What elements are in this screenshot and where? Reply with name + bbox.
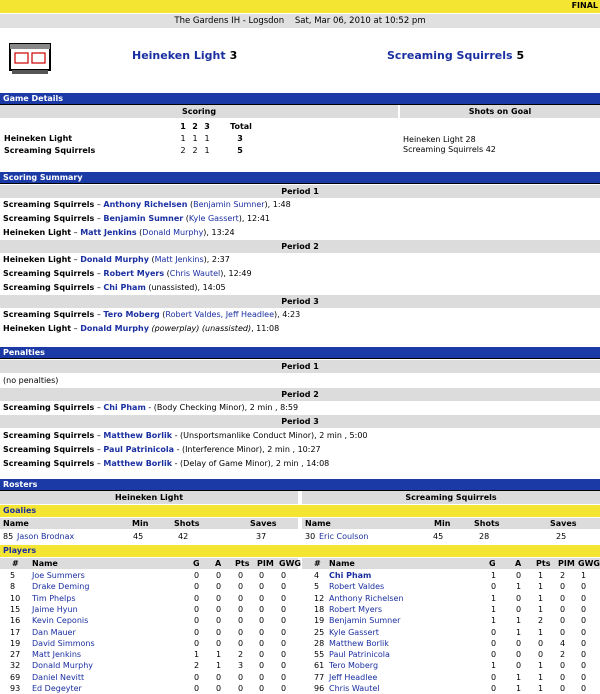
- player-stat-g: 0: [194, 571, 200, 580]
- player-row: [302, 627, 600, 638]
- player-stat-pim: 0: [259, 638, 265, 648]
- venue-name: The Gardens IH - Logsdon: [174, 16, 285, 26]
- player-stat-pim: 2: [560, 650, 566, 660]
- sog-home: Heineken Light 28: [403, 135, 476, 144]
- player-stat-num: 96: [314, 684, 325, 693]
- player-stat-g: 1: [491, 571, 497, 580]
- player-name-link[interactable]: Matthew Borlik: [329, 638, 389, 648]
- player-stat-a: 1: [516, 672, 522, 682]
- scoring-table: [0, 121, 398, 157]
- player-stat-g: 1: [194, 650, 200, 660]
- assist-link[interactable]: Donald Murphy: [142, 228, 204, 237]
- game-status: FINAL: [571, 1, 598, 10]
- rosters-heading: Rosters: [0, 479, 600, 491]
- sog-label: Shots on Goal: [400, 105, 600, 118]
- player-stat-a: 0: [516, 571, 522, 580]
- player-stat-a: 0: [216, 604, 222, 614]
- player-stat-pim: 0: [560, 616, 566, 626]
- penalty-period-2: Period 2: [0, 388, 600, 401]
- player-row: [0, 570, 298, 581]
- goal-scorer-link[interactable]: Benjamin Sumner: [103, 214, 184, 223]
- player-stat-pts: 0: [238, 616, 244, 626]
- player-stat-pts: 2: [238, 650, 244, 660]
- game-datetime: Sat, Mar 06, 2010 at 10:52 pm: [294, 16, 426, 26]
- penalty-player-link[interactable]: Matthew Borlik: [103, 431, 173, 440]
- away-score: 5: [516, 49, 525, 62]
- goal-scorer-link[interactable]: Tero Moberg: [103, 310, 160, 319]
- player-stat-num: 61: [314, 661, 325, 671]
- player-stat-pim: 4: [560, 638, 566, 648]
- player-stat-a: 0: [216, 672, 222, 682]
- player-stat-num: 27: [10, 650, 21, 660]
- player-stat-pts: 3: [238, 661, 244, 671]
- scoring-period-2: Period 2: [0, 240, 600, 253]
- player-name-link[interactable]: Paul Patrinicola: [329, 650, 390, 660]
- player-stat-gwg: 0: [281, 604, 287, 614]
- player-stat-num: 77: [314, 672, 325, 682]
- player-stat-a: 0: [516, 638, 522, 648]
- player-stat-gwg: 0: [581, 604, 587, 614]
- scoring-label: Scoring: [0, 105, 398, 118]
- player-stat-num: 5: [10, 571, 16, 580]
- player-row: [302, 660, 600, 671]
- scoring-period-1: Period 1: [0, 185, 600, 198]
- player-stat-num: 16: [10, 616, 21, 626]
- player-stat-pts: 0: [538, 638, 544, 648]
- goal-row: Heineken Light – Donald Murphy (Matt Jenkins), 2:37: [3, 255, 230, 264]
- player-stat-g: 2: [194, 661, 200, 671]
- goalie-row-away: 30 Eric Coulson 45 28 25: [305, 532, 567, 541]
- player-stat-gwg: 0: [281, 638, 287, 648]
- player-stat-num: 12: [314, 593, 325, 603]
- player-stat-pim: 0: [560, 627, 566, 637]
- penalty-period-1: Period 1: [0, 360, 600, 373]
- player-stat-g: 0: [194, 638, 200, 648]
- player-stat-pim: 0: [259, 661, 265, 671]
- player-stat-gwg: 0: [281, 650, 287, 660]
- player-stat-num: 17: [10, 627, 21, 637]
- player-row: [302, 570, 600, 581]
- goal-scorer-link[interactable]: Donald Murphy: [80, 324, 149, 333]
- player-stat-a: 0: [216, 582, 222, 592]
- goal-scorer-link[interactable]: Robert Myers: [103, 269, 165, 278]
- penalty-row: Screaming Squirrels – Chi Pham - (Body Checking Minor), 2 min , 8:59: [3, 403, 299, 412]
- player-name-link[interactable]: Ed Degeyter: [32, 684, 82, 693]
- assist-link[interactable]: Benjamin Sumner: [193, 200, 265, 209]
- player-stat-gwg: 0: [281, 627, 287, 637]
- goal-scorer-link[interactable]: Anthony Richelsen: [103, 200, 188, 209]
- penalty-row: Screaming Squirrels – Matthew Borlik - (Unsportsmanlike Conduct Minor), 2 min , 5:00: [3, 431, 368, 440]
- away-team: [387, 49, 524, 62]
- player-name-link[interactable]: Drake Deming: [32, 582, 90, 592]
- assist-link[interactable]: Matt Jenkins: [154, 255, 204, 264]
- player-stat-pts: 0: [238, 627, 244, 637]
- player-stat-a: 1: [516, 627, 522, 637]
- player-name-link[interactable]: Benjamin Sumner: [329, 616, 401, 626]
- player-stat-g: 0: [194, 672, 200, 682]
- player-stat-g: 1: [491, 661, 497, 671]
- home-team-link[interactable]: Heineken Light: [132, 49, 226, 62]
- player-stat-a: 1: [216, 661, 222, 671]
- scoring-summary-heading: Scoring Summary: [0, 172, 600, 184]
- player-stat-pts: 0: [238, 638, 244, 648]
- player-stat-g: 0: [194, 684, 200, 693]
- player-stat-pim: 0: [560, 593, 566, 603]
- player-stat-gwg: 0: [581, 638, 587, 648]
- home-team: [132, 49, 237, 62]
- players-heading: Players: [0, 545, 600, 557]
- player-stat-pts: 0: [538, 650, 544, 660]
- scoring-period-3: Period 3: [0, 295, 600, 308]
- player-stat-a: 1: [216, 650, 222, 660]
- player-stat-g: 0: [491, 627, 497, 637]
- player-name-link[interactable]: Kevin Ceponis: [32, 616, 89, 626]
- status-bar: [0, 0, 600, 13]
- player-stat-num: 28: [314, 638, 325, 648]
- player-name-link[interactable]: Tim Phelps: [32, 593, 76, 603]
- goalie-row-home: 85 Jason Brodnax 45 42 37: [3, 532, 267, 541]
- player-stat-gwg: 0: [581, 650, 587, 660]
- player-row: [302, 672, 600, 683]
- penalty-player-link[interactable]: Paul Patrinicola: [103, 445, 175, 454]
- player-stat-g: 0: [194, 593, 200, 603]
- player-stat-pim: 0: [259, 571, 265, 580]
- player-row: [0, 615, 298, 626]
- player-stat-num: 5: [314, 582, 320, 592]
- goal-row: Screaming Squirrels – Anthony Richelsen (Benjamin Sumner), 1:48: [3, 200, 291, 209]
- matchup-header: [0, 30, 600, 85]
- goal-row: Heineken Light – Matt Jenkins (Donald Murphy), 13:24: [3, 228, 235, 237]
- player-stat-pim: 0: [259, 684, 265, 693]
- player-stat-g: 0: [491, 582, 497, 592]
- penalty-player-link[interactable]: Matthew Borlik: [103, 459, 173, 468]
- player-stat-num: 18: [314, 604, 325, 614]
- player-name-link[interactable]: Robert Valdes: [329, 582, 385, 592]
- player-stat-pts: 0: [238, 604, 244, 614]
- player-stat-gwg: 0: [581, 593, 587, 603]
- assist-link[interactable]: Kyle Gassert: [188, 214, 239, 223]
- player-stat-pim: 2: [560, 571, 566, 580]
- goal-scorer-link[interactable]: Chi Pham: [103, 283, 146, 292]
- player-stat-g: 0: [194, 604, 200, 614]
- player-stat-pts: 0: [238, 582, 244, 592]
- scoreboard-icon: [8, 42, 52, 76]
- player-stat-a: 1: [516, 616, 522, 626]
- player-stat-gwg: 0: [581, 616, 587, 626]
- goalie-link[interactable]: Eric Coulson: [319, 532, 369, 541]
- player-stat-a: 0: [216, 593, 222, 603]
- player-stat-a: 0: [216, 638, 222, 648]
- player-stat-gwg: 0: [281, 571, 287, 580]
- player-stat-pts: 1: [538, 604, 544, 614]
- player-name-link[interactable]: Kyle Gassert: [329, 627, 379, 637]
- player-stat-a: 0: [516, 650, 522, 660]
- player-stat-num: 19: [314, 616, 325, 626]
- penalty-period-3: Period 3: [0, 415, 600, 428]
- player-stat-gwg: 0: [581, 627, 587, 637]
- player-stat-g: 1: [491, 616, 497, 626]
- player-row: [0, 638, 298, 649]
- sog-away: Screaming Squirrels 42: [403, 145, 496, 154]
- scoring-row-away: Screaming Squirrels 2 2 1 5: [4, 146, 243, 155]
- player-stat-a: 0: [516, 604, 522, 614]
- player-row: [0, 683, 298, 694]
- penalties-heading: Penalties: [0, 347, 600, 359]
- goal-row: Screaming Squirrels – Tero Moberg (Robert Valdes, Jeff Headlee), 4:23: [3, 310, 301, 319]
- player-stat-num: 25: [314, 627, 325, 637]
- player-stat-pts: 1: [538, 672, 544, 682]
- player-stat-g: 0: [491, 672, 497, 682]
- player-stat-num: 69: [10, 672, 21, 682]
- goalie-link[interactable]: Jason Brodnax: [17, 532, 75, 541]
- player-row: [302, 581, 600, 592]
- player-stat-gwg: 0: [281, 616, 287, 626]
- player-stat-a: 0: [516, 661, 522, 671]
- scoring-row-home: Heineken Light 1 1 1 3: [4, 134, 243, 143]
- player-stat-g: 0: [194, 582, 200, 592]
- player-stat-g: 0: [491, 638, 497, 648]
- player-stat-a: 0: [216, 627, 222, 637]
- player-name-link[interactable]: Chi Pham: [329, 571, 372, 580]
- penalty-row: Screaming Squirrels – Matthew Borlik - (Delay of Game Minor), 2 min , 14:08: [3, 459, 330, 468]
- scoring-table-header: 1 2 3 Total: [180, 122, 252, 131]
- player-name-link[interactable]: Anthony Richelsen: [329, 593, 404, 603]
- player-stat-a: 1: [516, 582, 522, 592]
- penalty-row: Screaming Squirrels – Paul Patrinicola - (Interference Minor), 2 min , 10:27: [3, 445, 321, 454]
- player-stat-gwg: 0: [281, 672, 287, 682]
- player-header-home: # Name G A Pts PIM GWG: [0, 558, 298, 569]
- player-stat-a: 0: [216, 616, 222, 626]
- no-penalties-text: (no penalties): [3, 376, 59, 385]
- player-stat-g: 1: [491, 604, 497, 614]
- player-stat-pts: 2: [538, 616, 544, 626]
- venue-bar: [0, 14, 600, 28]
- player-stat-pim: 0: [560, 684, 566, 693]
- player-stat-gwg: 0: [281, 582, 287, 592]
- player-row: [0, 604, 298, 615]
- player-stat-a: 0: [216, 571, 222, 580]
- player-row: [0, 660, 298, 671]
- player-stat-pts: 1: [538, 571, 544, 580]
- player-name-link[interactable]: Joe Summers: [32, 571, 85, 580]
- player-row: [302, 683, 600, 694]
- player-stat-g: 0: [491, 684, 497, 693]
- player-stat-num: 4: [314, 571, 320, 580]
- goal-row: Screaming Squirrels – Chi Pham (unassisted), 14:05: [3, 283, 226, 292]
- player-stat-gwg: 0: [581, 684, 587, 693]
- player-stat-num: 8: [10, 582, 16, 592]
- player-stat-pts: 0: [238, 672, 244, 682]
- player-stat-pim: 0: [560, 661, 566, 671]
- away-team-link[interactable]: Screaming Squirrels: [387, 49, 513, 62]
- player-stat-gwg: 0: [581, 672, 587, 682]
- player-stat-pts: 1: [538, 582, 544, 592]
- player-row: [302, 615, 600, 626]
- game-details-heading: Game Details: [0, 93, 600, 105]
- roster-home-team: Heineken Light: [0, 491, 298, 504]
- player-stat-num: 55: [314, 650, 325, 660]
- player-row: [302, 604, 600, 615]
- player-stat-pim: 0: [259, 672, 265, 682]
- player-stat-pim: 0: [560, 604, 566, 614]
- player-stat-gwg: 1: [581, 571, 587, 580]
- player-stat-pim: 0: [259, 650, 265, 660]
- player-stat-pim: 0: [259, 582, 265, 592]
- player-stat-g: 0: [491, 650, 497, 660]
- player-stat-g: 0: [194, 616, 200, 626]
- player-row: [302, 593, 600, 604]
- player-stat-a: 1: [516, 684, 522, 693]
- player-name-link[interactable]: Daniel Nevitt: [32, 672, 85, 682]
- goal-row: Screaming Squirrels – Benjamin Sumner (Kyle Gassert), 12:41: [3, 214, 270, 223]
- player-name-link[interactable]: Tero Moberg: [329, 661, 379, 671]
- home-score: 3: [229, 49, 238, 62]
- roster-away-team: Screaming Squirrels: [302, 491, 600, 504]
- shots-panel: [400, 105, 600, 165]
- goal-scorer-link[interactable]: Donald Murphy: [80, 255, 149, 264]
- player-row: [0, 581, 298, 592]
- player-stat-num: 32: [10, 661, 21, 671]
- player-name-link[interactable]: Robert Myers: [329, 604, 383, 614]
- player-stat-num: 93: [10, 684, 21, 693]
- player-stat-gwg: 0: [281, 593, 287, 603]
- player-stat-pim: 0: [259, 616, 265, 626]
- player-stat-pts: 0: [238, 571, 244, 580]
- player-stat-pim: 0: [560, 672, 566, 682]
- player-row: [302, 638, 600, 649]
- goal-row: Heineken Light – Donald Murphy (powerplay) (unassisted), 11:08: [3, 324, 280, 333]
- goalie-header-away: Name Min Shots Saves: [302, 518, 600, 529]
- player-stat-gwg: 0: [281, 684, 287, 693]
- player-stat-pts: 0: [238, 684, 244, 693]
- goal-row: Screaming Squirrels – Robert Myers (Chris Wautel), 12:49: [3, 269, 252, 278]
- player-stat-num: 15: [10, 604, 21, 614]
- player-stat-gwg: 0: [581, 582, 587, 592]
- player-stat-a: 0: [216, 684, 222, 693]
- player-row: [302, 649, 600, 660]
- player-stat-pts: 1: [538, 684, 544, 693]
- assist-link[interactable]: Robert Valdes, Jeff Headlee: [165, 310, 275, 319]
- player-stat-num: 10: [10, 593, 21, 603]
- player-stat-pim: 0: [259, 604, 265, 614]
- player-row: [0, 649, 298, 660]
- player-stat-gwg: 0: [281, 661, 287, 671]
- player-stat-g: 0: [194, 627, 200, 637]
- player-name-link[interactable]: Jeff Headlee: [329, 672, 378, 682]
- player-name-link[interactable]: Jaime Hyun: [32, 604, 78, 614]
- player-stat-pim: 0: [259, 627, 265, 637]
- player-name-link[interactable]: Chris Wautel: [329, 684, 380, 693]
- player-stat-g: 1: [491, 593, 497, 603]
- player-name-link[interactable]: Dan Mauer: [32, 627, 76, 637]
- goalies-heading: Goalies: [0, 505, 600, 517]
- player-stat-pim: 0: [259, 593, 265, 603]
- goal-scorer-link[interactable]: Matt Jenkins: [80, 228, 137, 237]
- scoring-panel: [0, 105, 398, 165]
- player-stat-gwg: 0: [581, 661, 587, 671]
- player-row: [0, 627, 298, 638]
- player-row: [0, 672, 298, 683]
- player-stat-pts: 1: [538, 661, 544, 671]
- player-stat-a: 0: [516, 593, 522, 603]
- player-row: [0, 593, 298, 604]
- penalty-player-link[interactable]: Chi Pham: [103, 403, 146, 412]
- player-name-link[interactable]: David Simmons: [32, 638, 95, 648]
- goalie-header-home: Name Min Shots Saves: [0, 518, 298, 529]
- player-name-link[interactable]: Donald Murphy: [32, 661, 94, 671]
- player-stat-pim: 0: [560, 582, 566, 592]
- player-stat-pts: 0: [238, 593, 244, 603]
- assist-link[interactable]: Chris Wautel: [169, 269, 221, 278]
- player-header-away: # Name G A Pts PIM GWG: [302, 558, 600, 569]
- player-stat-pts: 1: [538, 593, 544, 603]
- player-stat-pts: 1: [538, 627, 544, 637]
- player-stat-num: 19: [10, 638, 21, 648]
- player-name-link[interactable]: Matt Jenkins: [32, 650, 82, 660]
